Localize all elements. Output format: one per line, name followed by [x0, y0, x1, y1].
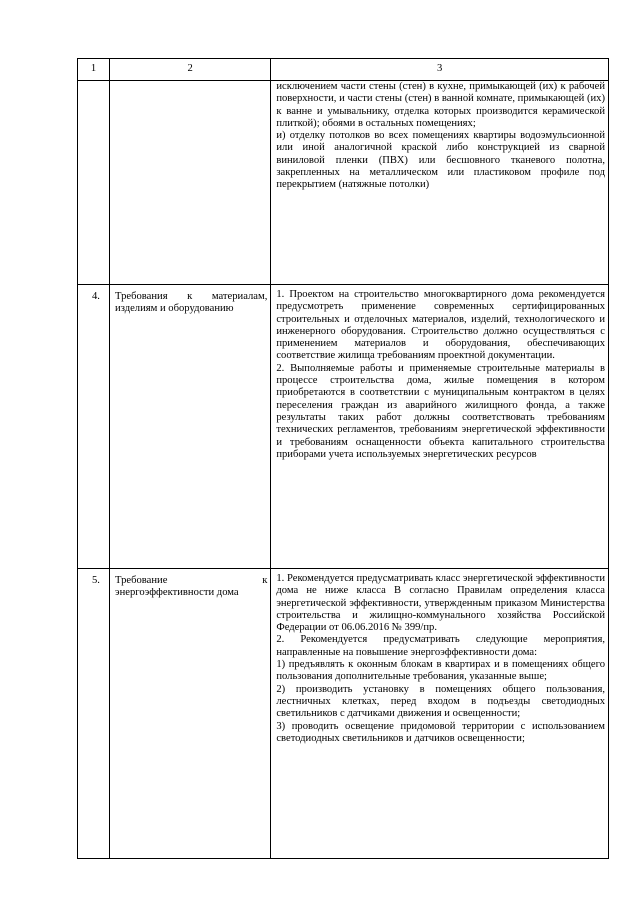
row-name: Требование к энергоэффективности дома [110, 569, 271, 859]
table-row [78, 81, 609, 285]
row-number: 4. [78, 285, 110, 569]
paragraph: 2. Выполняемые работы и применяемые строительные материалы в процессе строительства дома, жилые помещения в котором приобретаются в соответствии с муниципальным контрактом в целях переселения граждан из аварийного жилищного фонда, а также результаты таких работ должны соответствовать требованиям технических регламентов, требованиям энергетической эффективности и требованиям оснащенности объекта капитального строительства приборами учета используемых энергетических ресурсов [276, 362, 605, 460]
table-row [78, 569, 609, 859]
header-col-1: 1 [78, 59, 110, 81]
paragraph: 1. Рекомендуется предусматривать класс энергетической эффективности дома не ниже класса В согласно Правилам определения класса энергетической эффективности, утвержденным приказом Министерства строительства и жилищно-коммунального хозяйства Российской Федерации от 06.06.2016 № 399/пр. [276, 573, 605, 634]
paragraph: 3) проводить освещение придомовой территории с использованием светодиодных светильников и датчиков освещенности; [276, 720, 605, 744]
paragraph: 2) производить установку в помещениях общего пользования, лестничных клетках, перед входом в подъезды светодиодных светильников с датчиками движения и освещенности; [276, 683, 605, 720]
row-name [110, 81, 271, 285]
paragraph: и) отделку потолков во всех помещениях квартиры водоэмульсионной или иной аналогичной краской либо конструкцией из сварной виниловой пленки (ПВХ) или бесшовного тканевого полотна, закрепленных на металлическом или пластиковом профиле под перекрытием (натяжные потолки) [276, 130, 605, 191]
row-number [78, 81, 110, 285]
row-number: 5. [78, 569, 110, 859]
row-name: Требования к материалам, изделиям и оборудованию [110, 285, 271, 569]
table-header-row [78, 59, 609, 81]
table-row [78, 285, 609, 569]
row-text [271, 81, 609, 285]
header-col-2: 2 [110, 59, 271, 81]
row-text [271, 285, 609, 569]
header-col-3: 3 [271, 59, 609, 81]
requirements-table [77, 58, 609, 859]
paragraph: исключением части стены (стен) в кухне, примыкающей (их) к рабочей поверхности, и части стены (стен) в ванной комнате, примыкающей (их) к ванне и умывальнику, отделка которых производится керамической плиткой); обоями в остальных помещениях; [276, 81, 605, 129]
paragraph: 2. Рекомендуется предусматривать следующие мероприятия, направленные на повышение энергоэффективности дома: [276, 634, 605, 658]
paragraph: 1. Проектом на строительство многоквартирного дома рекомендуется предусмотреть применение современных сертифицированных строительных и отделочных материалов, изделий, технологического и инженерного оборудования. Строительство должно осуществляться с применением материалов и оборудования, обеспечивающих соответствие жилища требованиям проектной документации. [276, 289, 605, 362]
row-text [271, 569, 609, 859]
paragraph: 1) предъявлять к оконным блокам в квартирах и в помещениях общего пользования дополнительные требования, указанные выше; [276, 659, 605, 683]
